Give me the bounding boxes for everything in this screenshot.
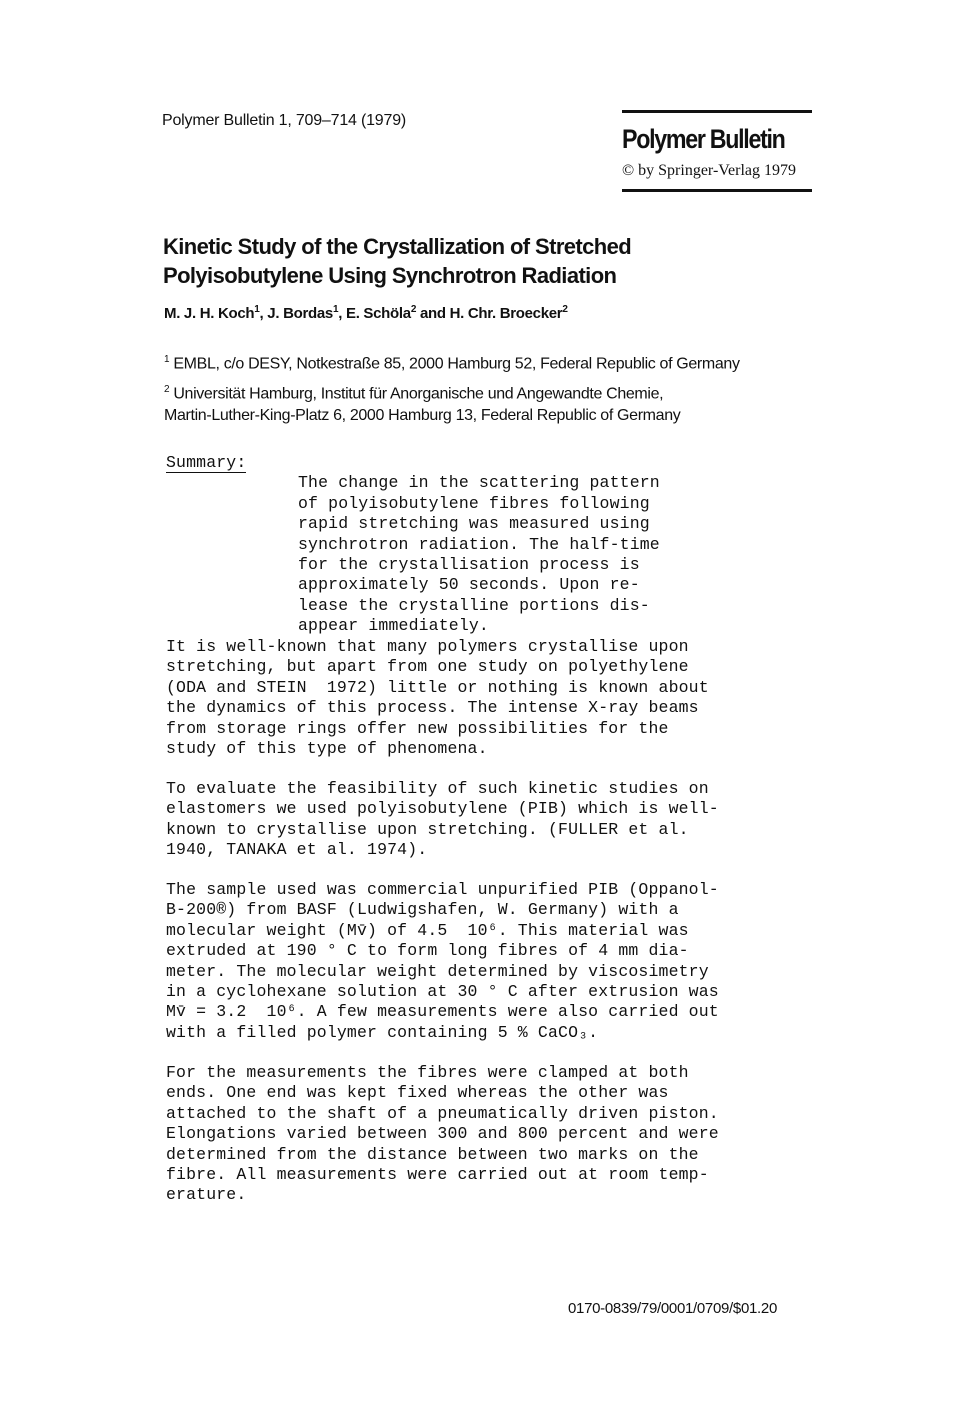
body-line: The sample used was commercial unpurified PIB (Oppanol-	[166, 880, 719, 899]
body-line: For the measurements the fibres were clamped at both	[166, 1063, 689, 1082]
body-line: 1940, TANAKA et al. 1974).	[166, 840, 428, 860]
body-line: with a filled polymer containing 5 % CaCO₃.	[166, 1022, 599, 1042]
summary-line: for the crystallisation process is	[298, 555, 640, 575]
body-paragraph-1	[166, 637, 709, 759]
article-title	[163, 232, 813, 290]
affiliation-mark: 2	[164, 384, 170, 395]
summary-line: synchrotron radiation. The half-time	[298, 534, 660, 554]
author-name: E. Schöla	[345, 305, 411, 322]
author-affil-mark: 1	[332, 304, 339, 315]
summary-text	[298, 453, 660, 657]
journal-masthead	[622, 110, 812, 192]
body-line: extruded at 190 ° C to form long fibres of 4 mm dia-	[166, 941, 689, 961]
body-line: from storage rings offer new possibilities for the	[166, 718, 669, 738]
affiliation-line: EMBL, c/o DESY, Notkestraße 85, 2000 Hamburg 52, Federal Republic of Germany	[173, 355, 740, 373]
copyright: © by Springer-Verlag 1979	[622, 162, 797, 179]
author-separator: ,	[259, 305, 268, 322]
author-affil-mark: 2	[410, 304, 417, 315]
summary-line: appear immediately.	[298, 616, 489, 636]
summary-line: lease the crystalline portions dis-	[298, 595, 650, 615]
author-name: H. Chr. Broecker	[449, 305, 563, 322]
affiliation-line: Martin-Luther-King-Platz 6, 2000 Hamburg 13, Federal Republic of Germany	[164, 407, 681, 425]
summary-line: rapid stretching was measured using	[298, 514, 650, 534]
body-line: determined from the distance between two marks on the	[166, 1144, 699, 1164]
body-line: ends. One end was kept fixed whereas the other was	[166, 1083, 669, 1103]
body-line: molecular weight (Mv̄) of 4.5 10⁶. This material was	[166, 920, 689, 940]
author-name: J. Bordas	[267, 305, 333, 322]
journal-name: Polymer Bulletin	[622, 124, 785, 154]
summary-line: The change in the scattering pattern	[298, 473, 660, 493]
citation: Polymer Bulletin 1, 709–714 (1979)	[162, 112, 407, 129]
body-line: (ODA and STEIN 1972) little or nothing is known about	[166, 677, 709, 697]
author-name: M. J. H. Koch	[164, 305, 255, 322]
author-separator: ,	[338, 305, 346, 322]
body-line: meter. The molecular weight determined by viscosimetry	[166, 961, 709, 981]
body-line: attached to the shaft of a pneumatically driven piston.	[166, 1103, 719, 1123]
body-line: Elongations varied between 300 and 800 percent and were	[166, 1124, 719, 1144]
body-line: known to crystallise upon stretching. (FULLER et al.	[166, 819, 689, 839]
body-line: It is well-known that many polymers crystallise upon	[166, 637, 689, 656]
masthead-bottom-rule	[622, 189, 812, 192]
title-line-1: Kinetic Study of the Crystallization of Stretched	[163, 234, 632, 259]
title-line-2: Polyisobutylene Using Synchrotron Radiation	[163, 263, 617, 288]
affiliation-line: Universität Hamburg, Institut für Anorganische und Angewandte Chemie,	[173, 385, 664, 403]
summary-label-text: Summary:	[166, 453, 247, 472]
author-separator: and	[416, 305, 450, 322]
body-line: elastomers we used polyisobutylene (PIB) which is well-	[166, 799, 719, 819]
body-line: in a cyclohexane solution at 30 ° C after extrusion was	[166, 982, 719, 1002]
body-line: stretching, but apart from one study on polyethylene	[166, 657, 689, 677]
body-line: study of this type of phenomena.	[166, 739, 488, 759]
affiliation-mark: 1	[164, 354, 170, 365]
author-affil-mark: 2	[562, 304, 568, 315]
body-line: erature.	[166, 1185, 247, 1205]
body-line: the dynamics of this process. The intense X-ray beams	[166, 698, 699, 718]
summary-label	[166, 453, 246, 473]
author-affil-mark: 1	[254, 304, 260, 315]
body-paragraph-2	[166, 779, 719, 861]
summary-line: approximately 50 seconds. Upon re-	[298, 575, 640, 595]
publication-code: 0170-0839/79/0001/0709/$01.20	[568, 1300, 778, 1317]
author-list	[164, 304, 568, 322]
body-line: Mv̄ = 3.2 10⁶. A few measurements were also carried out	[166, 1002, 719, 1022]
body-paragraph-4	[166, 1063, 719, 1206]
summary-line: of polyisobutylene fibres following	[298, 493, 650, 513]
body-line: B-200®) from BASF (Ludwigshafen, W. Germany) with a	[166, 900, 679, 920]
affiliation-2	[164, 379, 680, 427]
body-line: fibre. All measurements were carried out at room temp-	[166, 1165, 709, 1185]
body-line: To evaluate the feasibility of such kinetic studies on	[166, 779, 709, 798]
affiliation-1	[164, 349, 740, 375]
body-paragraph-3	[166, 880, 719, 1043]
masthead-top-rule	[622, 110, 812, 113]
